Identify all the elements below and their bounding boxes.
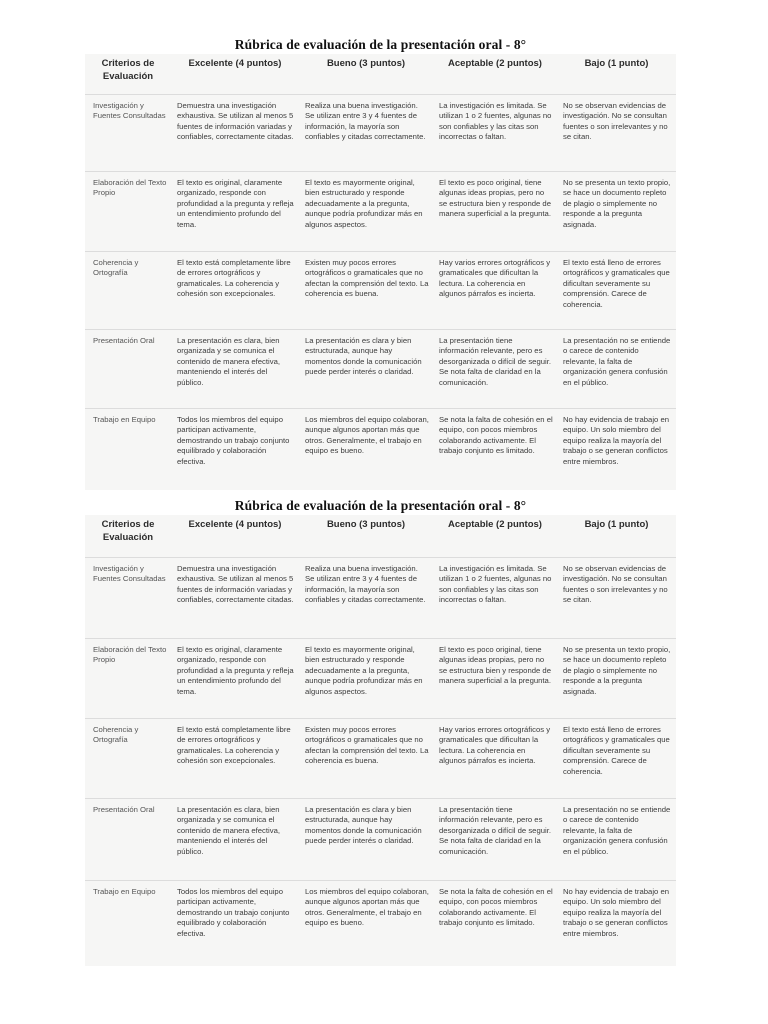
table-row	[85, 251, 676, 329]
bueno-cell: Realiza una buena investigación. Se utilizan entre 3 y 4 fuentes de información, la mayoría son confiables y citadas correctamente.	[299, 557, 433, 638]
bueno-cell: Existen muy pocos errores ortográficos o gramaticales que no afectan la comprensión del texto. La coherencia es buena.	[299, 251, 433, 329]
header-excelente: Excelente (4 puntos)	[171, 54, 299, 94]
table-header-row	[85, 515, 676, 557]
table-row	[85, 880, 676, 966]
bajo-cell: No se presenta un texto propio, se hace un documento repleto de plagio o simplemente no responde a la pregunta asignada.	[557, 171, 676, 251]
aceptable-cell: La investigación es limitada. Se utilizan 1 o 2 fuentes, algunas no son confiables y las citas son incorrectas o faltan.	[433, 94, 557, 171]
aceptable-cell: El texto es poco original, tiene algunas ideas propias, pero no se estructura bien y responde de manera superficial a la pregunta.	[433, 638, 557, 718]
bueno-cell: La presentación es clara y bien estructurada, aunque hay momentos donde la comunicación puede perder interés o claridad.	[299, 329, 433, 408]
rubric-table	[85, 54, 676, 490]
excelente-cell: El texto es original, claramente organizado, responde con profundidad a la pregunta y refleja un entendimiento profundo del tema.	[171, 638, 299, 718]
criterion-cell: Elaboración del Texto Propio	[85, 171, 171, 251]
bajo-cell: No hay evidencia de trabajo en equipo. Un solo miembro del equipo realiza la mayoría del trabajo o se generan conflictos entre miembros.	[563, 414, 669, 466]
excelente-cell: La presentación es clara, bien organizada y se comunica el contenido de manera efectiva, manteniendo el interés del público.	[171, 798, 299, 880]
aceptable-cell: Se nota la falta de cohesión en el equipo, con pocos miembros colaborando activamente. El trabajo conjunto es limitado.	[439, 886, 553, 928]
criterion-cell: Investigación y Fuentes Consultadas	[85, 94, 171, 171]
rubric-title: Rúbrica de evaluación de la presentación oral - 8°	[234, 498, 527, 513]
excelente-cell: Demuestra una investigación exhaustiva. Se utilizan al menos 5 fuentes de información variadas y confiables, correctamente citadas.	[171, 94, 299, 171]
bueno-cell: Los miembros del equipo colaboran, aunque algunos aportan más que otros. Generalmente, el trabajo en equipo es bueno.	[305, 886, 429, 928]
excelente-cell: El texto está completamente libre de errores ortográficos y gramaticales. La coherencia y cohesión son excepcionales.	[171, 251, 299, 329]
excelente-cell: Todos los miembros del equipo participan activamente, demostrando un trabajo conjunto equilibrado y colaboración efectiva.	[177, 886, 290, 938]
criterion-cell: Elaboración del Texto Propio	[85, 638, 171, 718]
bajo-cell: La presentación no se entiende o carece de contenido relevante, la falta de organización genera confusión en el público.	[557, 329, 676, 408]
rubric-section-1	[85, 36, 676, 490]
table-row	[85, 638, 676, 718]
bajo-cell: No se observan evidencias de investigación. No se consultan fuentes o son irrelevantes y no se citan.	[557, 94, 676, 171]
criterion-cell: Presentación Oral	[85, 798, 171, 880]
rubric-title: Rúbrica de evaluación de la presentación oral - 8°	[234, 37, 527, 52]
header-criterios: Criterios de Evaluación	[85, 54, 171, 94]
excelente-cell: Todos los miembros del equipo participan activamente, demostrando un trabajo conjunto equilibrado y colaboración efectiva.	[177, 414, 290, 466]
table-row	[85, 94, 676, 171]
bajo-cell: La presentación no se entiende o carece de contenido relevante, la falta de organización genera confusión en el público.	[557, 798, 676, 880]
aceptable-cell: La presentación tiene información relevante, pero es desorganizada o difícil de seguir. Se nota falta de claridad en la comunicación.	[433, 798, 557, 880]
bajo-cell: No se observan evidencias de investigación. No se consultan fuentes o son irrelevantes y no se citan.	[557, 557, 676, 638]
header-bueno: Bueno (3 puntos)	[299, 54, 433, 94]
bueno-cell: Realiza una buena investigación. Se utilizan entre 3 y 4 fuentes de información, la mayoría son confiables y citadas correctamente.	[299, 94, 433, 171]
aceptable-cell: La presentación tiene información relevante, pero es desorganizada o difícil de seguir. Se nota falta de claridad en la comunicación.	[433, 329, 557, 408]
bajo-cell: El texto está lleno de errores ortográficos y gramaticales que dificultan severamente su comprensión. Carece de coherencia.	[557, 251, 676, 329]
criterion-cell: Trabajo en Equipo	[93, 886, 156, 896]
bueno-cell: Existen muy pocos errores ortográficos o gramaticales que no afectan la comprensión del texto. La coherencia es buena.	[299, 718, 433, 798]
bueno-cell: El texto es mayormente original, bien estructurado y responde adecuadamente a la pregunta, aunque podría profundizar más en algunos aspectos.	[299, 638, 433, 718]
excelente-cell: Demuestra una investigación exhaustiva. Se utilizan al menos 5 fuentes de información variadas y confiables, correctamente citadas.	[171, 557, 299, 638]
table-row	[85, 718, 676, 798]
bueno-cell: Los miembros del equipo colaboran, aunque algunos aportan más que otros. Generalmente, el trabajo en equipo es bueno.	[305, 414, 429, 456]
criterion-cell: Investigación y Fuentes Consultadas	[85, 557, 171, 638]
header-excelente: Excelente (4 puntos)	[171, 515, 299, 557]
criterion-cell: Coherencia y Ortografía	[85, 251, 171, 329]
bueno-cell: El texto es mayormente original, bien estructurado y responde adecuadamente a la pregunta, aunque podría profundizar más en algunos aspectos.	[299, 171, 433, 251]
aceptable-cell: Hay varios errores ortográficos y gramaticales que dificultan la lectura. La coherencia en algunos párrafos es incierta.	[433, 251, 557, 329]
table-row	[85, 798, 676, 880]
table-row	[85, 329, 676, 408]
bajo-cell: No hay evidencia de trabajo en equipo. Un solo miembro del equipo realiza la mayoría del trabajo o se generan conflictos entre miembros.	[563, 886, 669, 938]
table-header-row	[85, 54, 676, 94]
table-row	[85, 557, 676, 638]
excelente-cell: La presentación es clara, bien organizada y se comunica el contenido de manera efectiva, manteniendo el interés del público.	[171, 329, 299, 408]
excelente-cell: El texto es original, claramente organizado, responde con profundidad a la pregunta y refleja un entendimiento profundo del tema.	[171, 171, 299, 251]
aceptable-cell: El texto es poco original, tiene algunas ideas propias, pero no se estructura bien y responde de manera superficial a la pregunta.	[433, 171, 557, 251]
header-bajo: Bajo (1 punto)	[557, 515, 676, 557]
bueno-cell: La presentación es clara y bien estructurada, aunque hay momentos donde la comunicación puede perder interés o claridad.	[299, 798, 433, 880]
header-criterios: Criterios de Evaluación	[85, 515, 171, 557]
aceptable-cell: La investigación es limitada. Se utilizan 1 o 2 fuentes, algunas no son confiables y las citas son incorrectas o faltan.	[433, 557, 557, 638]
excelente-cell: El texto está completamente libre de errores ortográficos y gramaticales. La coherencia y cohesión son excepcionales.	[171, 718, 299, 798]
bajo-cell: El texto está lleno de errores ortográficos y gramaticales que dificultan severamente su comprensión. Carece de coherencia.	[557, 718, 676, 798]
header-bajo: Bajo (1 punto)	[557, 54, 676, 94]
header-bueno: Bueno (3 puntos)	[299, 515, 433, 557]
criterion-cell: Coherencia y Ortografía	[85, 718, 171, 798]
aceptable-cell: Se nota la falta de cohesión en el equipo, con pocos miembros colaborando activamente. El trabajo conjunto es limitado.	[439, 414, 553, 456]
rubric-section-2	[85, 497, 676, 966]
bajo-cell: No se presenta un texto propio, se hace un documento repleto de plagio o simplemente no responde a la pregunta asignada.	[557, 638, 676, 718]
header-aceptable: Aceptable (2 puntos)	[433, 515, 557, 557]
table-row	[85, 408, 676, 490]
header-aceptable: Aceptable (2 puntos)	[433, 54, 557, 94]
aceptable-cell: Hay varios errores ortográficos y gramaticales que dificultan la lectura. La coherencia en algunos párrafos es incierta.	[433, 718, 557, 798]
criterion-cell: Presentación Oral	[85, 329, 171, 408]
rubric-table	[85, 515, 676, 966]
criterion-cell: Trabajo en Equipo	[93, 414, 156, 424]
table-row	[85, 171, 676, 251]
